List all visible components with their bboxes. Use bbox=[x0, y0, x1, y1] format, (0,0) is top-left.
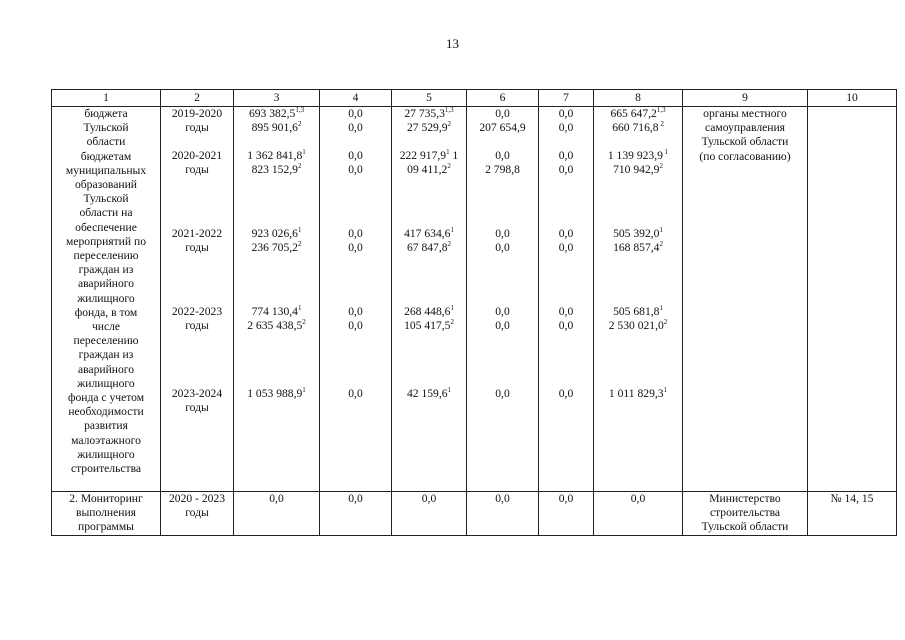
cell-value: 0,0 bbox=[558, 387, 574, 400]
period-values-c8 bbox=[596, 227, 680, 255]
period-values-c5 bbox=[394, 227, 464, 255]
cell-value: 27 735,3$^{1,3}$ bbox=[404, 106, 454, 120]
note-cell: № 14, 15 bbox=[808, 492, 897, 536]
col-header-2: 2 bbox=[161, 90, 234, 107]
footnote-mark: 1 bbox=[447, 386, 452, 394]
period-values-c5 bbox=[394, 149, 464, 177]
cell-value: 2 798,8 bbox=[485, 163, 520, 177]
cell-value: 0,0 bbox=[495, 319, 510, 333]
footnote-mark: 1 bbox=[450, 226, 454, 234]
table-row-subsidy bbox=[52, 107, 897, 492]
cell-value: 09 411,2$^2$ bbox=[407, 162, 451, 177]
period-values-c3 bbox=[236, 107, 317, 135]
period-values-c4 bbox=[322, 305, 389, 333]
period-values-c8 bbox=[596, 107, 680, 135]
col4-cell: 0,0 bbox=[320, 492, 392, 536]
cell-value: 660 716,8 $^2$ bbox=[612, 120, 664, 135]
cell-value: 895 901,6$^2$ bbox=[251, 120, 302, 135]
col-header-7: 7 bbox=[539, 90, 594, 107]
footnote-mark: 2 bbox=[297, 162, 302, 171]
cell-value: 0,0 bbox=[495, 387, 510, 400]
cell-value: 268 448,6$^1$ bbox=[404, 304, 454, 318]
period-values-c4 bbox=[322, 227, 389, 255]
period-values-c6 bbox=[469, 107, 536, 135]
period-values-c7 bbox=[541, 227, 591, 255]
period-years: 2022-2023 годы bbox=[171, 305, 223, 333]
period-values-c4 bbox=[322, 149, 389, 177]
years-cell bbox=[161, 107, 234, 492]
executor-cell: Министерство строительства Тульской области bbox=[683, 492, 808, 536]
cell-value: 0,0 bbox=[558, 121, 574, 135]
measure-name-cell: 2. Мониторинг выполнения программы bbox=[52, 492, 161, 536]
footnote-mark: 1 bbox=[663, 386, 668, 394]
cell-value: 0,0 bbox=[495, 149, 510, 162]
footnote-mark: 2 bbox=[663, 318, 668, 327]
executor-cell: органы местного самоуправления Тульской области (по согласованию) bbox=[683, 107, 808, 492]
col5-cell bbox=[392, 107, 467, 492]
note-cell bbox=[808, 107, 897, 492]
footnote-mark: 1 bbox=[446, 148, 450, 156]
footnote-mark: 2 bbox=[297, 240, 302, 249]
period-values-c3 bbox=[236, 387, 317, 401]
period-values-c7 bbox=[541, 149, 591, 177]
period-values-c4 bbox=[322, 107, 389, 135]
period-values-c6 bbox=[469, 305, 536, 333]
col8-cell: 0,0 bbox=[594, 492, 683, 536]
period-years: 2019-2020 годы bbox=[171, 107, 223, 135]
cell-value: 0,0 bbox=[348, 305, 363, 318]
cell-value: 0,0 bbox=[348, 319, 363, 333]
cell-value: 665 647,2$^{1,3}$ bbox=[610, 106, 666, 120]
period-values-c5 bbox=[394, 107, 464, 135]
cell-value: 923 026,6$^1$ bbox=[251, 226, 302, 240]
cell-value: 1 011 829,3$^1$ bbox=[608, 386, 668, 400]
cell-value: 693 382,5$^{1,3}$ bbox=[248, 106, 305, 120]
footnote-mark: 1 bbox=[302, 386, 306, 394]
cell-value: 0,0 bbox=[558, 107, 574, 120]
cell-value: 2 530 021,0$^2$ bbox=[608, 318, 668, 333]
period-values-c3 bbox=[236, 227, 317, 255]
period-values-c8 bbox=[596, 387, 680, 401]
period-values-c6 bbox=[469, 387, 536, 401]
cell-value: 0,0 bbox=[348, 387, 363, 400]
cell-value: 0,0 bbox=[558, 163, 574, 177]
footnote-mark: 1 bbox=[297, 304, 302, 312]
period-values-c5 bbox=[394, 387, 464, 401]
col-header-3: 3 bbox=[234, 90, 320, 107]
col6-cell: 0,0 bbox=[467, 492, 539, 536]
footnote-mark: 1 bbox=[450, 304, 454, 312]
cell-value: 0,0 bbox=[558, 227, 574, 240]
footnote-mark: 2 bbox=[302, 318, 306, 327]
footnote-mark: 1,3 bbox=[656, 106, 666, 114]
cell-value: 105 417,5$^2$ bbox=[404, 318, 454, 333]
cell-value: 417 634,6$^1$ bbox=[404, 226, 454, 240]
cell-value: 0,0 bbox=[495, 107, 510, 120]
footnote-mark: 1 bbox=[662, 148, 669, 156]
col3-cell: 0,0 bbox=[234, 492, 320, 536]
footnote-mark: 1 bbox=[659, 304, 663, 312]
table-row-monitoring bbox=[52, 492, 897, 536]
header-row bbox=[52, 90, 897, 107]
period-values-c8 bbox=[596, 149, 680, 177]
col-header-9: 9 bbox=[683, 90, 808, 107]
cell-value: 236 705,2$^2$ bbox=[251, 240, 302, 255]
cell-value: 0,0 bbox=[558, 149, 574, 162]
cell-value: 774 130,4$^1$ bbox=[251, 304, 302, 318]
footnote-mark: 2 bbox=[447, 162, 451, 171]
col7-cell: 0,0 bbox=[539, 492, 594, 536]
cell-value: 505 392,0$^1$ bbox=[613, 226, 663, 240]
period-values-c3 bbox=[236, 305, 317, 333]
col-header-10: 10 bbox=[808, 90, 897, 107]
cell-value: 0,0 bbox=[348, 107, 363, 120]
cell-value: 1 053 988,9$^1$ bbox=[247, 386, 306, 400]
col-header-5: 5 bbox=[392, 90, 467, 107]
cell-value: 42 159,6$^1$ bbox=[406, 386, 452, 400]
footnote-mark: 2 bbox=[447, 240, 452, 249]
cell-value: 2 635 438,5$^2$ bbox=[247, 318, 306, 333]
col3-cell bbox=[234, 107, 320, 492]
period-years: 2021-2022 годы bbox=[171, 227, 223, 255]
cell-value: 0,0 bbox=[495, 241, 510, 255]
cell-value: 0,0 bbox=[348, 241, 363, 255]
footnote-mark: 1 bbox=[302, 148, 306, 156]
cell-value: 0,0 bbox=[495, 305, 510, 318]
col8-cell bbox=[594, 107, 683, 492]
footnote-mark: 2 bbox=[297, 120, 302, 129]
cell-value: 0,0 bbox=[495, 227, 510, 240]
cell-value: 0,0 bbox=[348, 227, 363, 240]
footnote-mark: 1 bbox=[659, 226, 663, 234]
col-header-6: 6 bbox=[467, 90, 539, 107]
cell-value: 27 529,9$^2$ bbox=[406, 120, 452, 135]
period-years: 2023-2024 годы bbox=[171, 387, 223, 415]
cell-value: 823 152,9$^2$ bbox=[251, 162, 302, 177]
col-header-8: 8 bbox=[594, 90, 683, 107]
footnote-mark: 2 bbox=[658, 120, 664, 129]
col6-cell bbox=[467, 107, 539, 492]
footnote-mark: 2 bbox=[659, 162, 663, 171]
cell-value: 1 362 841,8$^1$ bbox=[247, 148, 306, 162]
footnote-mark: 1 bbox=[297, 226, 302, 234]
col-header-4: 4 bbox=[320, 90, 392, 107]
cell-value: 67 847,8$^2$ bbox=[406, 240, 452, 255]
cell-value: 710 942,9$^2$ bbox=[613, 162, 663, 177]
footnote-mark: 1,3 bbox=[444, 106, 454, 114]
page-number: 13 bbox=[446, 36, 459, 51]
period-values-c8 bbox=[596, 305, 680, 333]
col5-cell: 0,0 bbox=[392, 492, 467, 536]
cell-value: 0,0 bbox=[348, 121, 363, 135]
period-values-c4 bbox=[322, 387, 389, 401]
measure-name-cell: бюджета Тульской области бюджетам муниципальных образований Тульской области на обеспечение мероприятий по переселению граждан из аварийного жилищного фонда, в том числе переселению граждан из аварийного жилищного фонда с учетом необходимости развития малоэтажного жилищного строительства bbox=[52, 107, 161, 492]
cell-value: 1 139 923,9 $^1$ bbox=[607, 148, 669, 162]
footnote-mark: 2 bbox=[659, 240, 663, 249]
period-years: 2020-2021 годы bbox=[171, 149, 223, 177]
footnote-mark: 1,3 bbox=[295, 106, 305, 114]
cell-value: 0,0 bbox=[558, 319, 574, 333]
period-values-c6 bbox=[469, 227, 536, 255]
program-table bbox=[51, 89, 897, 536]
cell-value: 0,0 bbox=[348, 149, 363, 162]
cell-value: 168 857,4$^2$ bbox=[613, 240, 663, 255]
cell-value: 0,0 bbox=[558, 241, 574, 255]
period-values-c6 bbox=[469, 149, 536, 177]
footnote-mark: 2 bbox=[447, 120, 452, 129]
years-cell: 2020 - 2023 годы bbox=[161, 492, 234, 536]
period-values-c5 bbox=[394, 305, 464, 333]
cell-value: 222 917,9$^1$ 1 bbox=[399, 148, 459, 162]
period-values-c7 bbox=[541, 387, 591, 401]
cell-value: 0,0 bbox=[348, 163, 363, 177]
col4-cell bbox=[320, 107, 392, 492]
cell-value: 207 654,9 bbox=[479, 121, 526, 135]
cell-value: 505 681,8$^1$ bbox=[613, 304, 663, 318]
cell-value: 0,0 bbox=[558, 305, 574, 318]
period-values-c7 bbox=[541, 107, 591, 135]
period-values-c7 bbox=[541, 305, 591, 333]
col-header-1: 1 bbox=[52, 90, 161, 107]
period-values-c3 bbox=[236, 149, 317, 177]
col7-cell bbox=[539, 107, 594, 492]
footnote-mark: 2 bbox=[450, 318, 454, 327]
